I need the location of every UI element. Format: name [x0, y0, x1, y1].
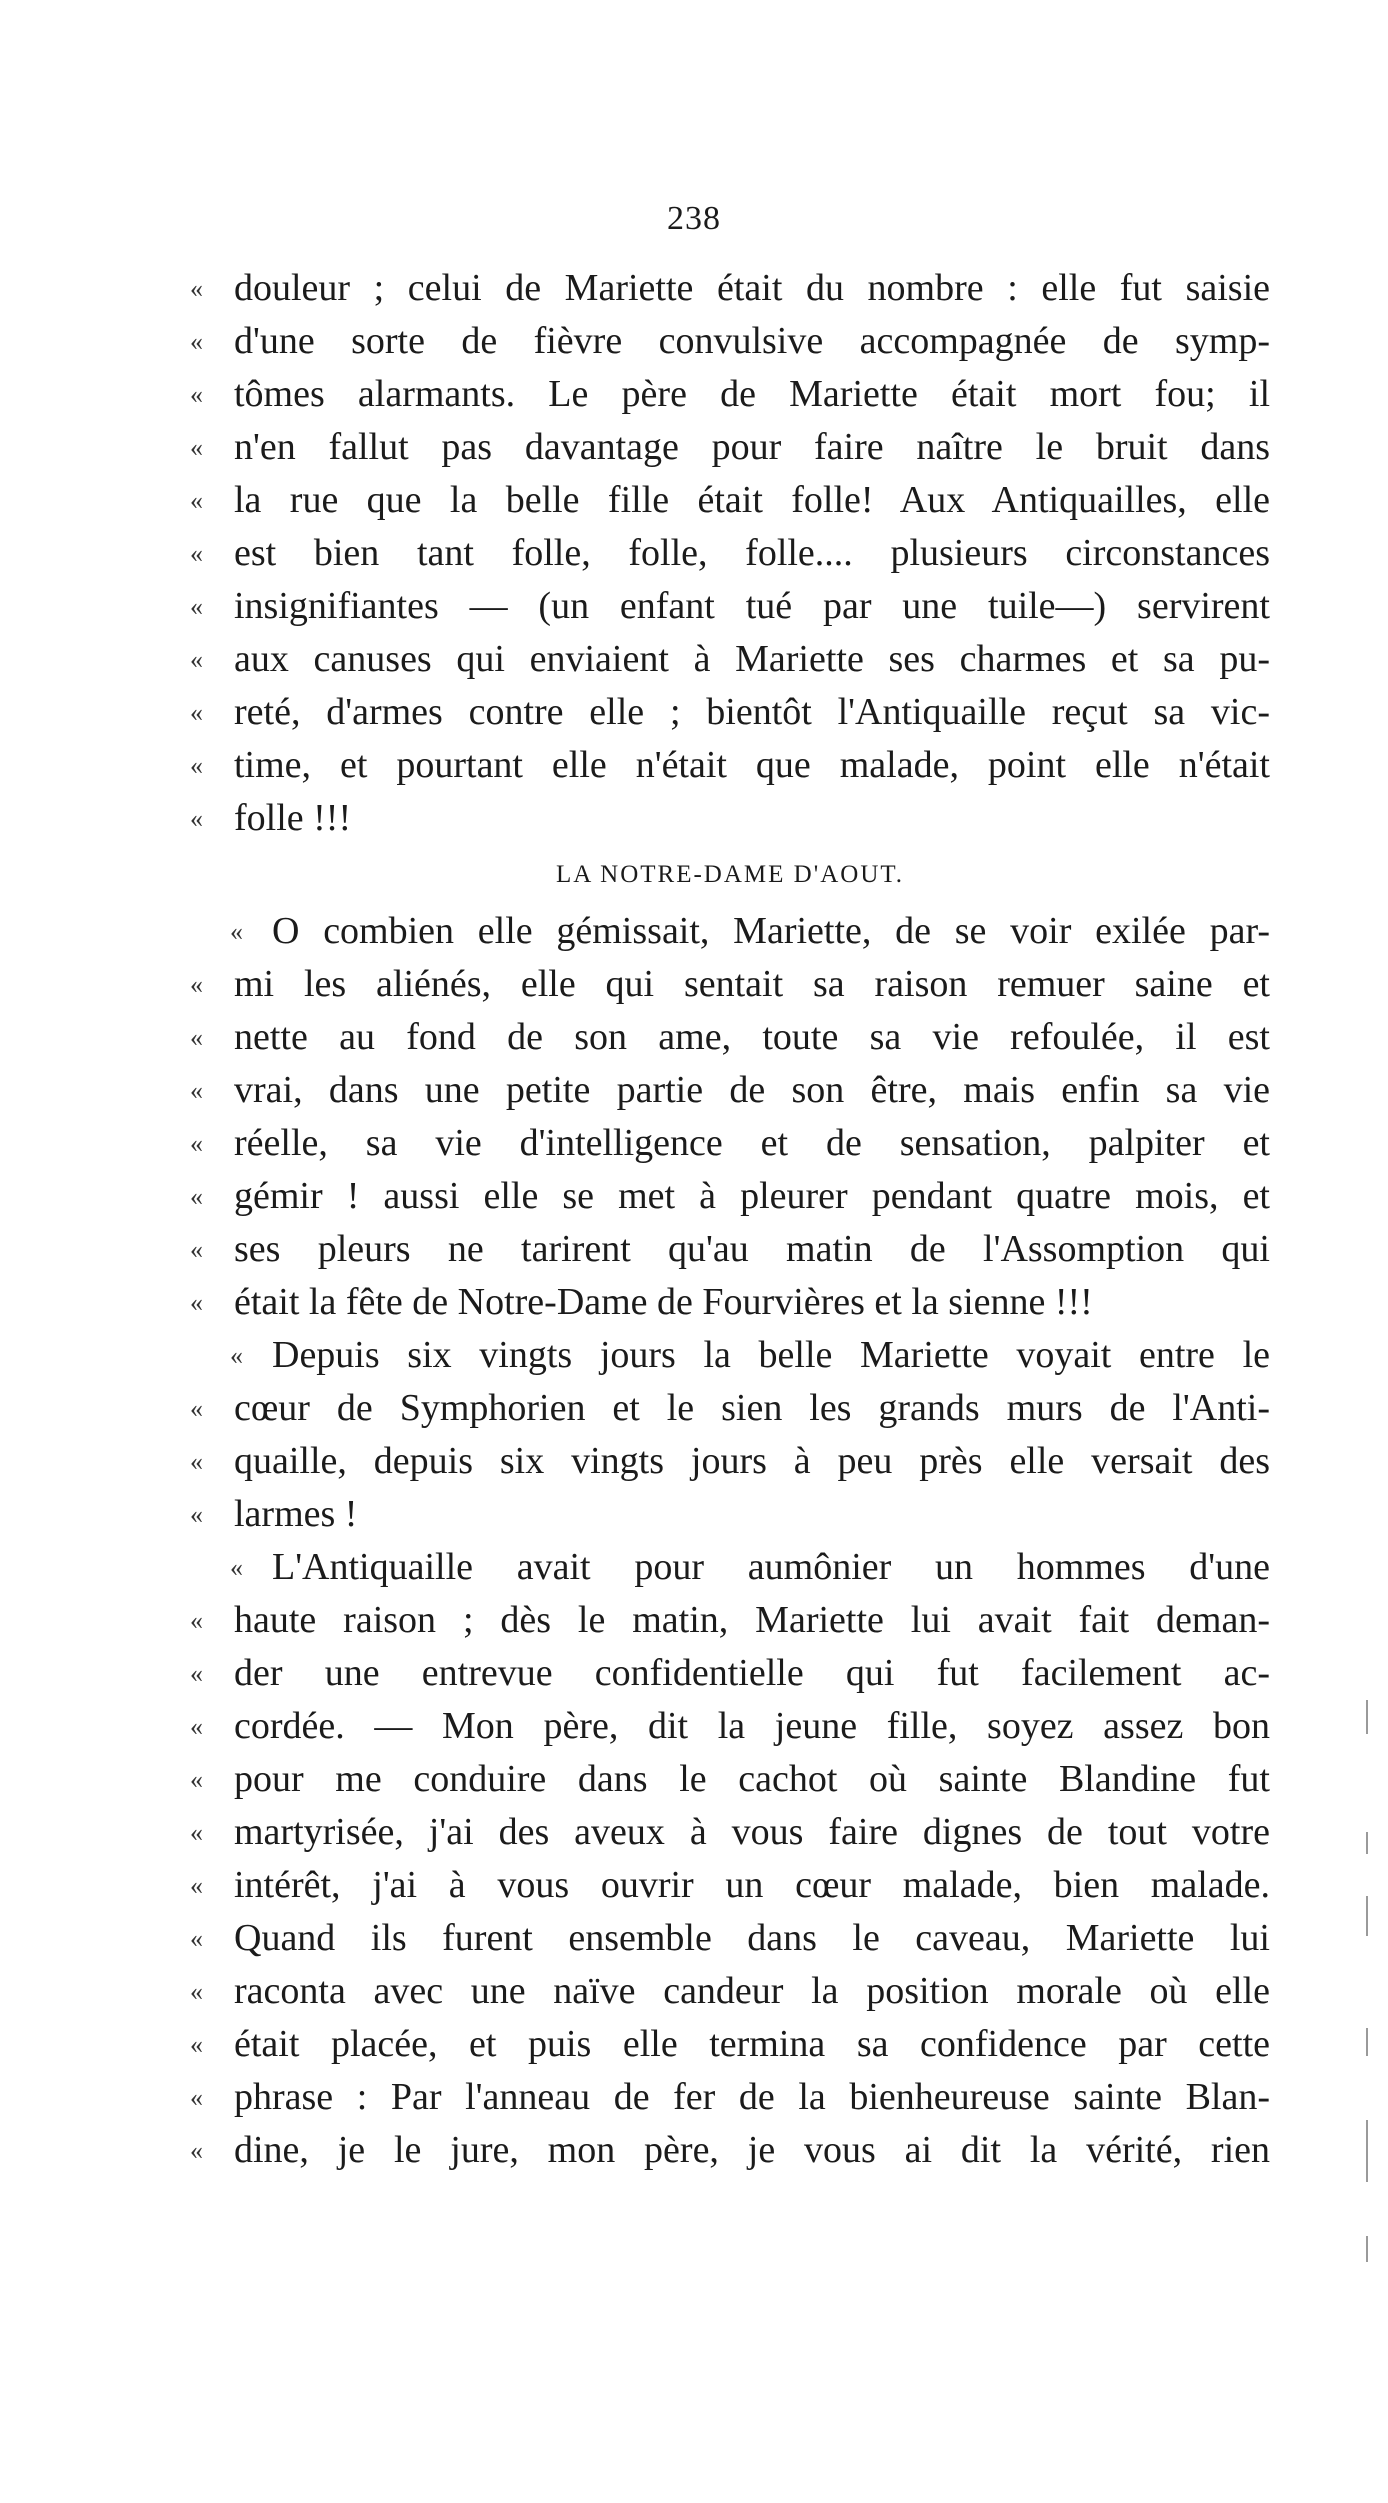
line-text: était placée, et puis elle termina sa confidence par cette	[234, 2023, 1270, 2065]
paragraph-4	[190, 1541, 1270, 2177]
quote-mark: «	[190, 751, 203, 780]
quote-mark: «	[190, 970, 203, 999]
line-text: time, et pourtant elle n'était que malade, point elle n'était	[234, 744, 1270, 786]
quote-mark: «	[190, 1977, 203, 2006]
quote-mark: «	[190, 2083, 203, 2112]
line-text: pour me conduire dans le cachot où sainte Blandine fut	[234, 1758, 1270, 1800]
text-line	[190, 1753, 1270, 1806]
quote-mark: «	[190, 1394, 203, 1423]
scan-mark	[1366, 2236, 1368, 2262]
text-line	[190, 1435, 1270, 1488]
quote-mark: «	[190, 433, 203, 462]
line-text: folle !!!	[234, 797, 352, 839]
text-line	[190, 1859, 1270, 1912]
line-text: cordée. — Mon père, dit la jeune fille, soyez assez bon	[234, 1705, 1270, 1747]
text-line	[190, 633, 1270, 686]
page-number: 238	[667, 200, 721, 237]
text-line	[190, 580, 1270, 633]
line-text: n'en fallut pas davantage pour faire naître le bruit dans	[234, 426, 1270, 468]
text-line	[190, 1117, 1270, 1170]
text-line	[190, 739, 1270, 792]
quote-mark: «	[190, 592, 203, 621]
text-line	[190, 1170, 1270, 1223]
quote-mark: «	[190, 2030, 203, 2059]
line-text: ses pleurs ne tarirent qu'au matin de l'Assomption qui	[234, 1228, 1270, 1270]
line-text: L'Antiquaille avait pour aumônier un hommes d'une	[272, 1546, 1270, 1588]
quote-mark: «	[190, 1235, 203, 1264]
line-text: d'une sorte de fièvre convulsive accompagnée de symp-	[234, 320, 1270, 362]
text-line	[190, 474, 1270, 527]
scan-mark	[1366, 2120, 1368, 2182]
text-line	[190, 792, 1270, 845]
quote-mark: «	[190, 804, 203, 833]
paragraph-2	[190, 905, 1270, 1329]
text-line	[190, 1011, 1270, 1064]
quote-mark: «	[190, 1288, 203, 1317]
scan-mark	[1366, 2028, 1368, 2056]
line-text: gémir ! aussi elle se met à pleurer pendant quatre mois, et	[234, 1175, 1270, 1217]
line-text: était la fête de Notre-Dame de Fourvières et la sienne !!!	[234, 1281, 1093, 1323]
text-line	[190, 262, 1270, 315]
line-text: douleur ; celui de Mariette était du nombre : elle fut saisie	[234, 267, 1270, 309]
text-line	[190, 2018, 1270, 2071]
text-line	[190, 1647, 1270, 1700]
quote-mark: «	[190, 1818, 203, 1847]
text-line	[190, 1965, 1270, 2018]
quote-mark: «	[190, 1500, 203, 1529]
text-line	[190, 1382, 1270, 1435]
line-text: haute raison ; dès le matin, Mariette lui avait fait deman-	[234, 1599, 1270, 1641]
line-text: vrai, dans une petite partie de son être, mais enfin sa vie	[234, 1069, 1270, 1111]
text-line	[190, 1329, 1270, 1382]
text-line	[190, 2124, 1270, 2177]
line-text: reté, d'armes contre elle ; bientôt l'Antiquaille reçut sa vic-	[234, 691, 1270, 733]
line-text: insignifiantes — (un enfant tué par une tuile—) servirent	[234, 585, 1270, 627]
line-text: Depuis six vingts jours la belle Mariette voyait entre le	[272, 1334, 1270, 1376]
text-line	[190, 958, 1270, 1011]
paragraph-1	[190, 262, 1270, 845]
line-text: der une entrevue confidentielle qui fut facilement ac-	[234, 1652, 1270, 1694]
text-line	[190, 1276, 1270, 1329]
text-line	[190, 1806, 1270, 1859]
text-line	[190, 1700, 1270, 1753]
quote-mark: «	[190, 1447, 203, 1476]
line-text: O combien elle gémissait, Mariette, de se voir exilée par-	[272, 910, 1270, 952]
quote-mark: «	[190, 327, 203, 356]
quote-mark: «	[190, 698, 203, 727]
quote-mark: «	[190, 1076, 203, 1105]
quote-mark: «	[190, 1129, 203, 1158]
quote-mark: «	[190, 1924, 203, 1953]
line-text: larmes !	[234, 1493, 358, 1535]
line-text: raconta avec une naïve candeur la position morale où elle	[234, 1970, 1270, 2012]
text-line	[190, 2071, 1270, 2124]
line-text: tômes alarmants. Le père de Mariette était mort fou; il	[234, 373, 1270, 415]
body-text	[190, 262, 1270, 2177]
text-line	[190, 905, 1270, 958]
quote-mark: «	[190, 380, 203, 409]
quote-mark: «	[190, 1712, 203, 1741]
line-text: martyrisée, j'ai des aveux à vous faire dignes de tout votre	[234, 1811, 1270, 1853]
text-line	[190, 1223, 1270, 1276]
line-text: Quand ils furent ensemble dans le caveau, Mariette lui	[234, 1917, 1270, 1959]
text-line	[190, 315, 1270, 368]
text-line	[190, 527, 1270, 580]
line-text: cœur de Symphorien et le sien les grands murs de l'Anti-	[234, 1387, 1270, 1429]
line-text: phrase : Par l'anneau de fer de la bienheureuse sainte Blan-	[234, 2076, 1270, 2118]
line-text: quaille, depuis six vingts jours à peu près elle versait des	[234, 1440, 1270, 1482]
text-line	[190, 421, 1270, 474]
text-line	[190, 686, 1270, 739]
quote-mark: «	[190, 645, 203, 674]
quote-mark: «	[190, 1765, 203, 1794]
line-text: nette au fond de son ame, toute sa vie refoulée, il est	[234, 1016, 1270, 1058]
quote-mark: «	[190, 1606, 203, 1635]
text-line	[190, 1541, 1270, 1594]
paragraph-3	[190, 1329, 1270, 1541]
quote-mark: «	[190, 1659, 203, 1688]
quote-mark: «	[190, 1182, 203, 1211]
scan-mark	[1366, 1832, 1368, 1854]
text-line	[190, 368, 1270, 421]
quote-mark: «	[230, 917, 243, 946]
line-text: aux canuses qui enviaient à Mariette ses charmes et sa pu-	[234, 638, 1270, 680]
quote-mark: «	[190, 539, 203, 568]
line-text: mi les aliénés, elle qui sentait sa raison remuer saine et	[234, 963, 1270, 1005]
line-text: dine, je le jure, mon père, je vous ai dit la vérité, rien	[234, 2129, 1270, 2171]
quote-mark: «	[230, 1553, 243, 1582]
quote-mark: «	[190, 486, 203, 515]
section-title: LA NOTRE-DAME D'AOUT.	[555, 861, 905, 888]
text-line	[190, 1912, 1270, 1965]
text-line	[190, 1594, 1270, 1647]
scan-mark	[1366, 1700, 1368, 1734]
text-line	[190, 1488, 1270, 1541]
line-text: intérêt, j'ai à vous ouvrir un cœur malade, bien malade.	[234, 1864, 1270, 1906]
scan-mark	[1366, 1896, 1368, 1936]
quote-mark: «	[190, 1871, 203, 1900]
quote-mark: «	[190, 2136, 203, 2165]
quote-mark: «	[190, 1023, 203, 1052]
line-text: est bien tant folle, folle, folle.... plusieurs circonstances	[234, 532, 1270, 574]
text-line	[190, 1064, 1270, 1117]
quote-mark: «	[230, 1341, 243, 1370]
line-text: réelle, sa vie d'intelligence et de sensation, palpiter et	[234, 1122, 1270, 1164]
line-text: la rue que la belle fille était folle! Aux Antiquailles, elle	[234, 479, 1270, 521]
quote-mark: «	[190, 274, 203, 303]
